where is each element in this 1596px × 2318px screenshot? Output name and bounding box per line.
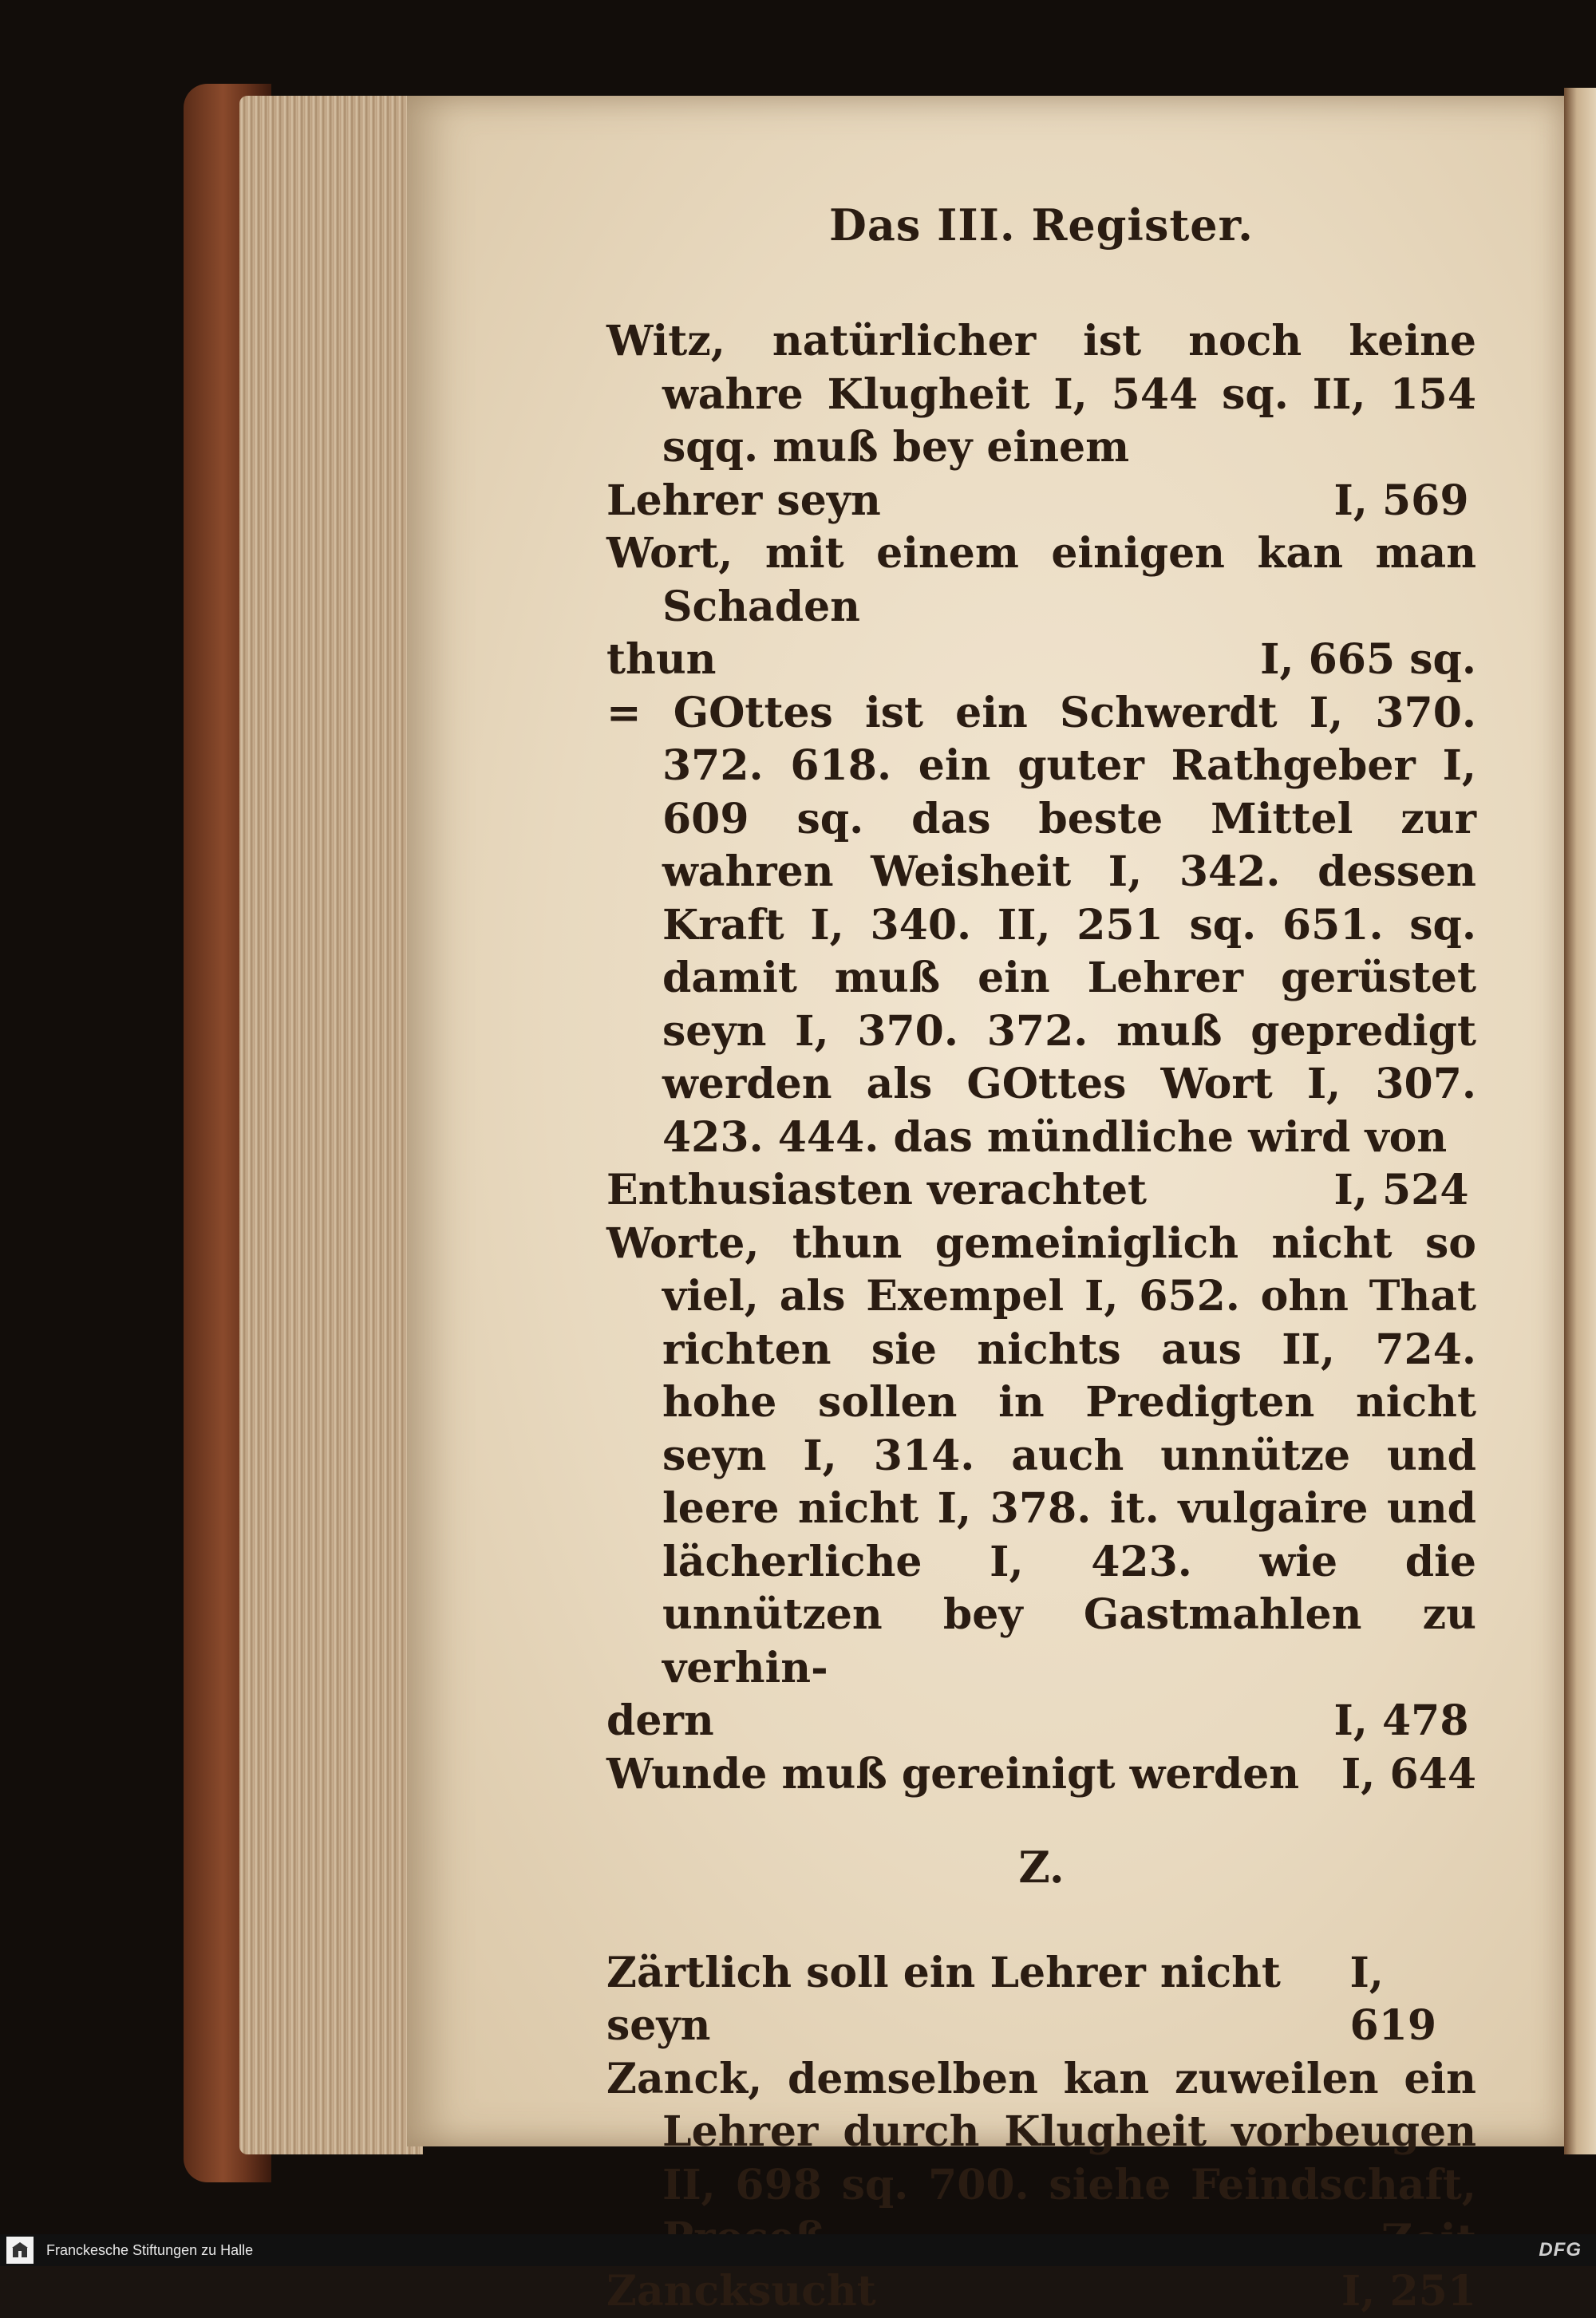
entry-ref-line (662, 475, 1476, 528)
entry-zaertlich (606, 1947, 1476, 2053)
entry-zancksucht (606, 2265, 1476, 2318)
entry-tail: dern (662, 1695, 714, 1748)
entry-wort (606, 527, 1476, 687)
page-header: Das III. Register. (606, 199, 1476, 251)
entry-ref: I, 665 sq. (1316, 634, 1476, 687)
entry-tail: Wunde muß gereinigt werden (606, 1748, 1299, 1802)
entry-ref: I, 524 (1389, 1164, 1476, 1218)
page-edges (239, 96, 423, 2154)
entry-ref: I, 251 (1341, 2265, 1476, 2318)
dfg-logo: DFG (1539, 2239, 1582, 2261)
entry-zanck (606, 2053, 1476, 2265)
entry-ref: I, 644 (1341, 1748, 1476, 1802)
entry-text: Wort, mit einem einigen kan man Schaden (606, 529, 1476, 631)
entry-text: Worte, thun gemeiniglich nicht so viel, als Exempel I, 652. ohn That richten sie nichts aus II, 724. hohe sollen in Predigten nicht seyn I, 314. auch unnütze und leere nicht I, 378. it. vulgaire und lächerliche I, 423. wie die unnützen bey Gastmahlen zu verhin- (606, 1219, 1476, 1692)
entry-text: Zanck, demselben kan zuweilen ein Lehrer durch Klugheit vorbeugen II, 698 sq. 700. siehe Feindschaft, (606, 2055, 1476, 2263)
entry-worte (606, 1218, 1476, 1748)
entry-ref-line (662, 1164, 1476, 1218)
entry-wort-gottes (606, 687, 1476, 1218)
entry-ref: I, 619 (1349, 1947, 1476, 2053)
entry-tail: Enthusiasten verachtet (662, 1164, 1147, 1218)
viewer-footer (0, 2234, 1596, 2266)
entry-ref: I, 478 (1389, 1695, 1476, 1748)
entry-ref-line (662, 634, 1476, 687)
entry-tail: Zancksucht (606, 2265, 876, 2318)
entry-tail: Zärtlich soll ein Lehrer nicht seyn (606, 1947, 1349, 2053)
institution-name: Franckesche Stiftungen zu Halle (46, 2242, 1539, 2259)
institution-logo-icon (6, 2237, 34, 2264)
entry-tail: Lehrer seyn (662, 475, 881, 528)
section-letter: Z. (606, 1841, 1476, 1894)
entry-tail: thun (662, 634, 716, 687)
entry-text: = GOttes ist ein Schwerdt I, 370. 372. 618. ein guter Rathgeber I, 609 sq. das beste Mittel zur wahren Weisheit I, 342. dessen Kraft I, 340. II, 251 sq. 651. sq. damit muß ein Lehrer gerüstet seyn I, 370. 372. muß gepredigt werden als GOttes Wort I, 307. 423. 444. das mündliche wird von (606, 689, 1476, 1162)
register-entries (606, 315, 1476, 2318)
entry-ref: I, 569 (1389, 475, 1476, 528)
entry-ref-line (662, 1695, 1476, 1748)
facing-page-edge (1564, 88, 1596, 2154)
entry-witz (606, 315, 1476, 527)
entry-wunde (606, 1748, 1476, 1802)
entry-text: Witz, natürlicher ist noch keine wahre Klugheit I, 544 sq. II, 154 sqq. muß bey einem (606, 317, 1476, 472)
